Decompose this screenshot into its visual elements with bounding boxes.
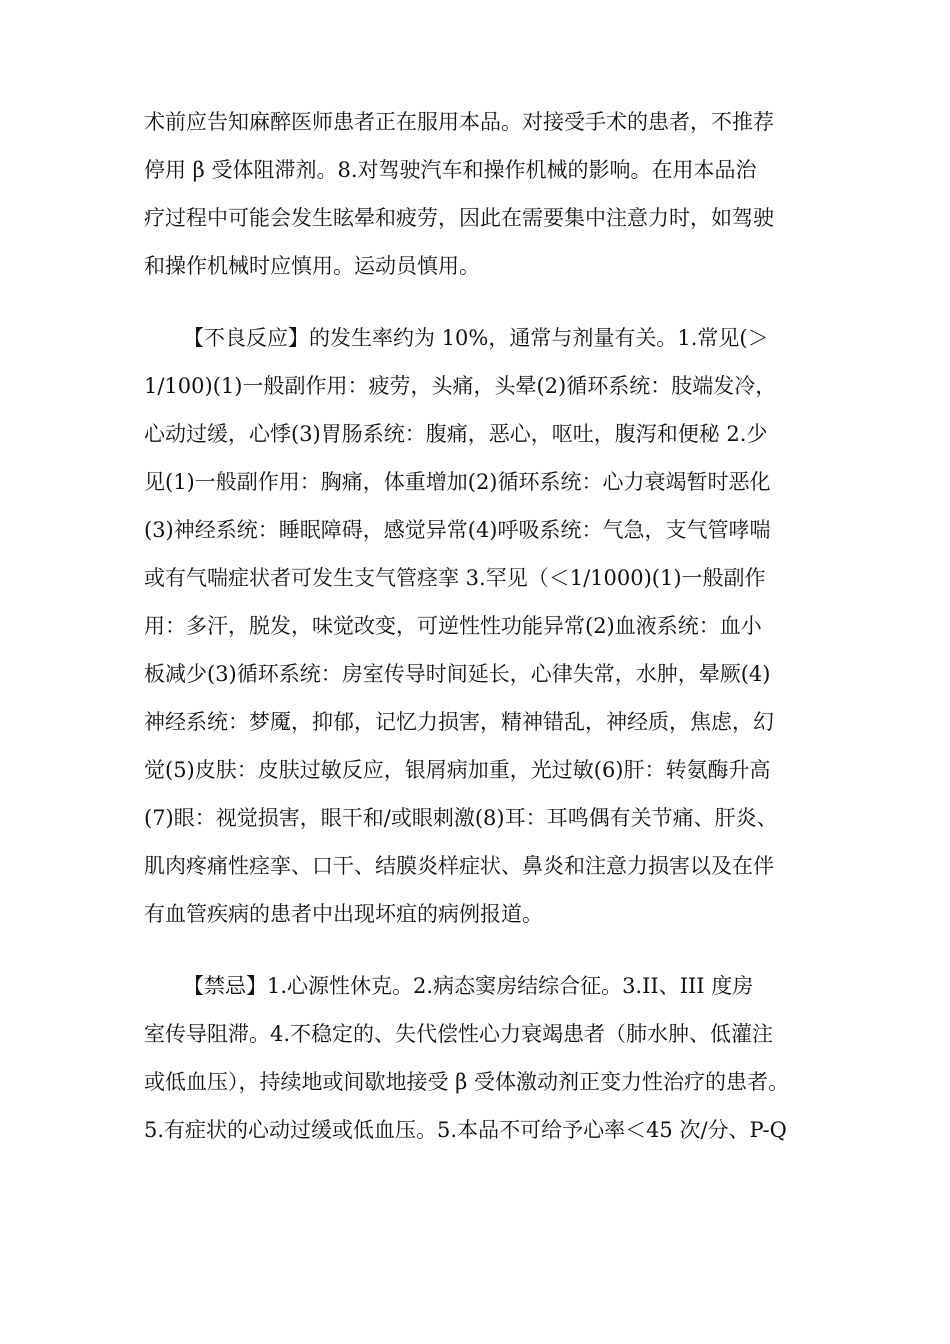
text-line: 1/100)(1)一般副作用：疲劳，头痛，头晕(2)循环系统：肢端发冷， [144,374,777,398]
text-line: 和操作机械时应慎用。运动员慎用。 [144,254,480,278]
text-line: 见(1)一般副作用：胸痛，体重增加(2)循环系统：心力衰竭暂时恶化 [144,470,771,494]
text-line: (3)神经系统：睡眠障碍，感觉异常(4)呼吸系统：气急，支气管哮喘 [144,518,771,542]
text-line: 停用 β 受体阻滞剂。8.对驾驶汽车和操作机械的影响。在用本品治 [144,158,757,182]
text-line: 或低血压），持续地或间歇地接受 β 受体激动剂正变力性治疗的患者。 [144,1070,789,1094]
text-line: 5.有症状的心动过缓或低血压。5.本品不可给予心率＜45 次/分、P-Q [144,1118,787,1142]
text-line: 心动过缓，心悸(3)胃肠系统：腹痛，恶心，呕吐，腹泻和便秘 2.少 [144,422,768,446]
text-line: 板减少(3)循环系统：房室传导时间延长，心律失常，水肿，晕厥(4) [144,662,771,686]
text-line: 用：多汗，脱发，味觉改变，可逆性性功能异常(2)血液系统：血小 [144,614,762,638]
text-line: 或有气喘症状者可发生支气管痉挛 3.罕见（＜1/1000)(1)一般副作 [144,566,766,590]
text-line: 觉(5)皮肤：皮肤过敏反应，银屑病加重，光过敏(6)肝：转氨酶升高 [144,758,771,782]
text-line: 【禁忌】1.心源性休克。2.病态窦房结综合征。3.II、III 度房 [183,974,754,998]
text-line: (7)眼：视觉损害，眼干和/或眼刺激(8)耳：耳鸣偶有关节痛、肝炎、 [144,806,778,830]
text-line: 有血管疾病的患者中出现坏疽的病例报道。 [144,902,543,926]
text-line: 肌肉疼痛性痉挛、口干、结膜炎样症状、鼻炎和注意力损害以及在伴 [144,854,774,878]
text-line: 神经系统：梦魇，抑郁，记忆力损害，精神错乱，神经质，焦虑，幻 [144,710,774,734]
text-line: 疗过程中可能会发生眩晕和疲劳，因此在需要集中注意力时，如驾驶 [144,206,774,230]
text-line: 室传导阻滞。4.不稳定的、失代偿性心力衰竭患者（肺水肿、低灌注 [144,1022,774,1046]
text-line: 术前应告知麻醉医师患者正在服用本品。对接受手术的患者，不推荐 [144,110,774,134]
text-line: 【不良反应】的发生率约为 10%，通常与剂量有关。1.常见(＞ [183,326,769,350]
